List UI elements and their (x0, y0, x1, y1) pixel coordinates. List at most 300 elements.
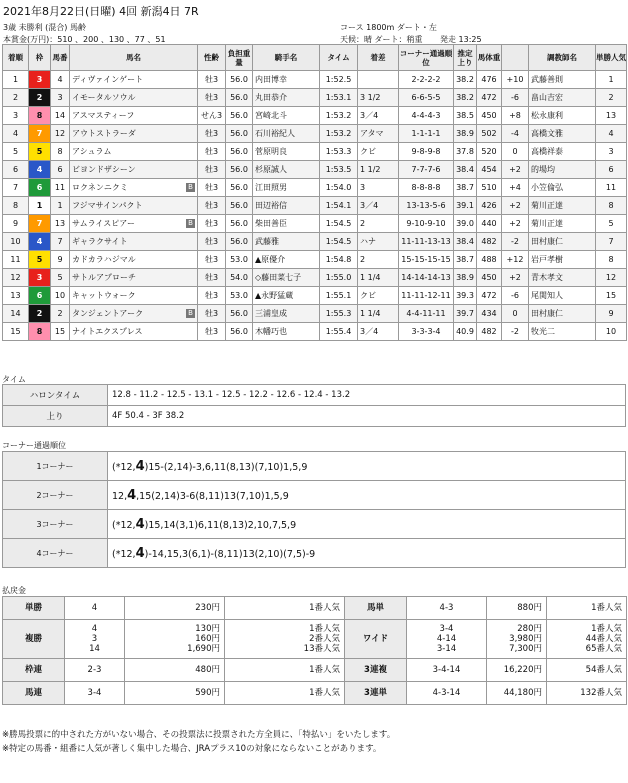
cell-pos: 5 (3, 143, 29, 161)
cell-margin: 1 1/4 (358, 305, 399, 323)
payout-p1 (225, 659, 345, 682)
cell-margin: 2 (358, 215, 399, 233)
results-table (2, 44, 627, 341)
payout-line: 54番人気 (585, 665, 622, 675)
corner-order-highlight: 4 (135, 545, 145, 561)
column-header: 馬体重 (477, 45, 502, 71)
table-row (3, 161, 627, 179)
cell-name[interactable] (70, 305, 198, 323)
cell-sex: 牡3 (198, 305, 226, 323)
cell-up: 39.1 (454, 197, 477, 215)
column-header: 単勝人気 (596, 45, 627, 71)
blinker-badge: B (186, 309, 195, 318)
cell-sex: 牡3 (198, 323, 226, 341)
payout-p2 (547, 659, 627, 682)
payout-y2 (487, 597, 547, 620)
payout-p2 (547, 597, 627, 620)
cell-waku: 5 (29, 143, 51, 161)
cell-sex: 牡3 (198, 161, 226, 179)
cell-up: 39.7 (454, 305, 477, 323)
cell-num: 13 (51, 215, 70, 233)
cell-time: 1:54.1 (320, 197, 358, 215)
column-header: コーナー通過順位 (399, 45, 454, 71)
payout-line: 160円 (195, 634, 220, 644)
cell-time: 1:55.3 (320, 305, 358, 323)
time-section-title: タイム (2, 375, 26, 384)
cell-name[interactable] (70, 125, 198, 143)
payout-row (3, 597, 627, 620)
cell-up: 38.9 (454, 269, 477, 287)
cell-margin: 3／4 (358, 197, 399, 215)
cell-name[interactable] (70, 107, 198, 125)
last-label: 上り (3, 406, 108, 427)
cell-time: 1:55.1 (320, 287, 358, 305)
payout-line: 4 (91, 624, 98, 634)
corner-order-pre: (*12, (112, 519, 136, 531)
note-2: ※特定の馬番・組番に人気が著しく集中した場合、JRAプラス10の対象にならないことがあります。 (2, 744, 382, 754)
cell-num: 2 (51, 305, 70, 323)
cell-sex: 牡3 (198, 89, 226, 107)
column-header: 着順 (3, 45, 29, 71)
corner-order-highlight: 4 (127, 487, 137, 503)
cell-jockey: 田辺裕信 (253, 197, 320, 215)
table-row (3, 305, 627, 323)
cell-pop: 4 (596, 125, 627, 143)
cell-trainer: 高橋文雅 (529, 125, 596, 143)
table-row (3, 125, 627, 143)
payout-y2 (487, 682, 547, 705)
cell-time: 1:53.3 (320, 143, 358, 161)
cell-pos: 8 (3, 197, 29, 215)
cell-jockey: ◇藤田菜七子 (253, 269, 320, 287)
payout-line: 4-3 (439, 603, 454, 613)
payout-p1 (225, 597, 345, 620)
cell-corner: 2-2-2-2 (399, 71, 454, 89)
course-info: コース 1800m ダート・左 (340, 23, 437, 32)
cell-time: 1:53.2 (320, 125, 358, 143)
payout-section-title: 払戻金 (2, 586, 26, 595)
cell-time: 1:54.8 (320, 251, 358, 269)
cell-num: 14 (51, 107, 70, 125)
cell-pop: 12 (596, 269, 627, 287)
cell-name[interactable] (70, 143, 198, 161)
cell-sex: せん3 (198, 107, 226, 125)
payout-n1 (65, 620, 125, 659)
payout-n2 (407, 682, 487, 705)
horse-name[interactable]: アウトストラーダ (72, 129, 136, 138)
cell-trainer: 松永康利 (529, 107, 596, 125)
cell-margin: 3／4 (358, 107, 399, 125)
payout-line: 65番人気 (585, 644, 622, 654)
cell-num: 15 (51, 323, 70, 341)
payout-y2 (487, 659, 547, 682)
table-row (3, 71, 627, 89)
cell-pos: 15 (3, 323, 29, 341)
cell-waku: 8 (29, 107, 51, 125)
cell-num: 9 (51, 251, 70, 269)
horse-name[interactable]: ディヴァインゲート (72, 75, 144, 84)
cell-margin: 1 1/2 (358, 161, 399, 179)
race-title: 2021年8月22日(日曜) 4回 新潟4日 7R (3, 5, 199, 18)
cell-diff: +8 (502, 107, 529, 125)
cell-sex: 牡3 (198, 143, 226, 161)
cell-jockey: 杉原誠人 (253, 161, 320, 179)
payout-line: 1番人気 (309, 665, 340, 675)
cell-name[interactable] (70, 215, 198, 233)
cell-waku: 6 (29, 179, 51, 197)
race-class: 3歳 未勝利 (混合) 馬齢 (3, 23, 86, 32)
cell-margin: クビ (358, 287, 399, 305)
payout-line: 590円 (195, 688, 220, 698)
horse-name[interactable]: タンジェントアーク (72, 309, 144, 318)
cell-up: 38.2 (454, 71, 477, 89)
horse-name[interactable]: アスマスティーフ (72, 111, 135, 120)
cell-corner: 9-8-9-8 (399, 143, 454, 161)
horse-name[interactable]: アシュラム (72, 147, 112, 156)
cell-trainer: 的場均 (529, 161, 596, 179)
cell-name[interactable] (70, 197, 198, 215)
cell-name[interactable] (70, 251, 198, 269)
cell-jockey: 江田照男 (253, 179, 320, 197)
payout-line: 1番人気 (591, 624, 622, 634)
payout-line: 280円 (517, 624, 542, 634)
corner-label: 1コーナー (3, 452, 108, 481)
cell-time: 1:54.5 (320, 215, 358, 233)
cell-waku: 2 (29, 89, 51, 107)
corner-order (108, 452, 626, 481)
cell-sex: 牡3 (198, 179, 226, 197)
cell-pop: 1 (596, 71, 627, 89)
cell-wt: 54.0 (226, 269, 253, 287)
cell-waku: 7 (29, 125, 51, 143)
cell-bw: 482 (477, 323, 502, 341)
cell-jockey: 三浦皇成 (253, 305, 320, 323)
cell-diff: 0 (502, 305, 529, 323)
column-header (502, 45, 529, 71)
cell-pop: 15 (596, 287, 627, 305)
cell-margin: 2 (358, 251, 399, 269)
payout-n2 (407, 659, 487, 682)
cell-corner: 3-3-3-4 (399, 323, 454, 341)
cell-bw: 450 (477, 107, 502, 125)
payout-y1 (125, 620, 225, 659)
payout-line: 230円 (195, 603, 220, 613)
cell-pos: 3 (3, 107, 29, 125)
payout-l2: 馬単 (345, 597, 407, 620)
payout-n1 (65, 597, 125, 620)
payout-n2 (407, 620, 487, 659)
cell-diff: -6 (502, 89, 529, 107)
cell-bw: 454 (477, 161, 502, 179)
corner-label: 2コーナー (3, 481, 108, 510)
cell-trainer: 高橋祥泰 (529, 143, 596, 161)
table-row (3, 107, 627, 125)
post-time: 発走 13:25 (440, 35, 482, 44)
cell-bw: 426 (477, 197, 502, 215)
horse-name[interactable]: カドカラハジマル (72, 255, 136, 264)
cell-up: 38.5 (454, 107, 477, 125)
cell-wt: 53.0 (226, 251, 253, 269)
cell-pos: 10 (3, 233, 29, 251)
cell-pop: 10 (596, 323, 627, 341)
cell-corner: 13-13-5-6 (399, 197, 454, 215)
cell-diff: -4 (502, 125, 529, 143)
payout-p2 (547, 682, 627, 705)
payout-line: 3-4 (439, 624, 454, 634)
cell-sex: 牡3 (198, 269, 226, 287)
cell-waku: 5 (29, 251, 51, 269)
cell-wt: 56.0 (226, 107, 253, 125)
cell-name[interactable] (70, 287, 198, 305)
payout-line: 1番人気 (309, 603, 340, 613)
blinker-badge: B (186, 219, 195, 228)
cell-num: 12 (51, 125, 70, 143)
payout-y1 (125, 597, 225, 620)
cell-pop: 2 (596, 89, 627, 107)
cell-wt: 53.0 (226, 287, 253, 305)
payout-line: 13番人気 (303, 644, 340, 654)
payout-line: 3-14 (436, 644, 457, 654)
cell-waku: 3 (29, 269, 51, 287)
corner-order-highlight: 4 (135, 458, 145, 474)
cell-margin: 3／4 (358, 323, 399, 341)
cell-waku: 2 (29, 305, 51, 323)
cell-num: 4 (51, 71, 70, 89)
cell-margin: 3 (358, 179, 399, 197)
cell-trainer: 青木孝文 (529, 269, 596, 287)
table-row (3, 143, 627, 161)
horse-name[interactable]: フジマサインパクト (72, 201, 143, 210)
payout-line: 1,690円 (187, 644, 220, 654)
cell-time: 1:55.0 (320, 269, 358, 287)
cell-corner: 15-15-15-15 (399, 251, 454, 269)
payout-l1: 馬連 (3, 682, 65, 705)
cell-waku: 1 (29, 197, 51, 215)
corner-order-post: )15-(2,14)-3,6,11(8,13)(7,10)1,5,9 (144, 461, 308, 473)
cell-name[interactable] (70, 179, 198, 197)
payout-y1 (125, 682, 225, 705)
cell-wt: 56.0 (226, 161, 253, 179)
corner-table (2, 451, 626, 568)
cell-pop: 8 (596, 197, 627, 215)
cell-diff: +2 (502, 161, 529, 179)
cell-up: 40.9 (454, 323, 477, 341)
corner-order-post: ,15(2,14)3-6(8,11)13(7,10)1,5,9 (136, 490, 289, 502)
cell-time: 1:53.2 (320, 107, 358, 125)
cell-waku: 7 (29, 215, 51, 233)
payout-table (2, 596, 627, 705)
horse-name[interactable]: イモータルソウル (72, 93, 136, 102)
corner-order-pre: (*12, (112, 548, 136, 560)
cell-pop: 7 (596, 233, 627, 251)
horse-name[interactable]: サムライスピアー (72, 219, 136, 228)
cell-jockey: ▲原優介 (253, 251, 320, 269)
payout-p2 (547, 620, 627, 659)
payout-row (3, 682, 627, 705)
prize-money: 本賞金(万円)：510 、200 、130 、77 、51 (3, 35, 166, 44)
cell-wt: 56.0 (226, 179, 253, 197)
cell-pop: 5 (596, 215, 627, 233)
cell-pop: 11 (596, 179, 627, 197)
table-row (3, 323, 627, 341)
corner-order (108, 481, 626, 510)
cell-pop: 3 (596, 143, 627, 161)
cell-sex: 牡3 (198, 215, 226, 233)
table-row (3, 215, 627, 233)
cell-jockey: 武藤雅 (253, 233, 320, 251)
cell-diff: +10 (502, 71, 529, 89)
cell-margin (358, 71, 399, 89)
horse-name[interactable]: ロクネンニクミ (72, 183, 128, 192)
cell-jockey: 木幡巧也 (253, 323, 320, 341)
cell-trainer: 菊川正達 (529, 197, 596, 215)
cell-wt: 56.0 (226, 233, 253, 251)
corner-order-pre: 12, (112, 490, 128, 502)
cell-bw: 476 (477, 71, 502, 89)
cell-time: 1:55.4 (320, 323, 358, 341)
cell-name[interactable] (70, 161, 198, 179)
furlong-times: 12.8 - 11.2 - 12.5 - 13.1 - 12.5 - 12.2 - 12.6 - 12.4 - 13.2 (108, 385, 626, 406)
payout-line: 4-3-14 (432, 688, 461, 698)
cell-time: 1:53.1 (320, 89, 358, 107)
cell-num: 3 (51, 89, 70, 107)
cell-bw: 472 (477, 287, 502, 305)
column-header: 調教師名 (529, 45, 596, 71)
track-condition: 天候：晴 ダート：稍重 (340, 35, 423, 44)
payout-p1 (225, 682, 345, 705)
cell-time: 1:52.5 (320, 71, 358, 89)
cell-bw: 520 (477, 143, 502, 161)
cell-name[interactable] (70, 89, 198, 107)
payout-l2: 3連単 (345, 682, 407, 705)
table-row (3, 89, 627, 107)
corner-row (3, 510, 626, 539)
corner-row (3, 481, 626, 510)
horse-name[interactable]: ビヨンドザシーン (72, 165, 136, 174)
cell-wt: 56.0 (226, 323, 253, 341)
horse-name[interactable]: ギャラクサイト (72, 237, 128, 246)
table-row (3, 179, 627, 197)
payout-line: 880円 (517, 603, 542, 613)
payout-line: 132番人気 (580, 688, 622, 698)
cell-jockey: 菅原明良 (253, 143, 320, 161)
cell-pop: 6 (596, 161, 627, 179)
corner-section-title: コーナー通過順位 (2, 441, 66, 450)
cell-bw: 440 (477, 215, 502, 233)
cell-pos: 2 (3, 89, 29, 107)
cell-name[interactable] (70, 269, 198, 287)
payout-y1 (125, 659, 225, 682)
payout-line: 44,180円 (503, 688, 542, 698)
note-1: ※勝馬投票に的中された方がいない場合、その投票法に投票された方全員に、「特払い」をいたします。 (2, 730, 396, 740)
payout-n2 (407, 597, 487, 620)
cell-name[interactable] (70, 323, 198, 341)
cell-corner: 1-1-1-1 (399, 125, 454, 143)
cell-wt: 56.0 (226, 215, 253, 233)
corner-label: 4コーナー (3, 539, 108, 568)
corner-order-pre: (*12, (112, 461, 136, 473)
corner-order-highlight: 4 (135, 516, 145, 532)
cell-bw: 502 (477, 125, 502, 143)
column-header: 馬番 (51, 45, 70, 71)
cell-num: 6 (51, 161, 70, 179)
column-header: 性齢 (198, 45, 226, 71)
cell-up: 38.2 (454, 89, 477, 107)
cell-time: 1:54.5 (320, 233, 358, 251)
furlong-label: ハロンタイム (3, 385, 108, 406)
payout-line: 44番人気 (585, 634, 622, 644)
cell-margin: ハナ (358, 233, 399, 251)
cell-trainer: 武藤善則 (529, 71, 596, 89)
cell-margin: 3 1/2 (358, 89, 399, 107)
payout-l2: ワイド (345, 620, 407, 659)
cell-name[interactable] (70, 233, 198, 251)
cell-corner: 4-4-4-3 (399, 107, 454, 125)
cell-waku: 4 (29, 161, 51, 179)
cell-num: 7 (51, 233, 70, 251)
table-row (3, 287, 627, 305)
cell-bw: 450 (477, 269, 502, 287)
column-header: 騎手名 (253, 45, 320, 71)
payout-line: 3-4 (87, 688, 102, 698)
column-header: 着差 (358, 45, 399, 71)
cell-pop: 9 (596, 305, 627, 323)
cell-num: 10 (51, 287, 70, 305)
cell-time: 1:54.0 (320, 179, 358, 197)
cell-sex: 牡3 (198, 287, 226, 305)
cell-margin: アタマ (358, 125, 399, 143)
cell-corner: 9-10-9-10 (399, 215, 454, 233)
corner-row (3, 539, 626, 568)
table-row (3, 251, 627, 269)
cell-bw: 434 (477, 305, 502, 323)
cell-trainer: 田村康仁 (529, 305, 596, 323)
cell-corner: 7-7-7-6 (399, 161, 454, 179)
cell-wt: 56.0 (226, 305, 253, 323)
cell-corner: 11-11-12-11 (399, 287, 454, 305)
payout-line: 14 (89, 644, 100, 654)
payout-line: 4 (91, 603, 98, 613)
horse-name[interactable]: ナイトエクスプレス (72, 327, 143, 336)
table-row (3, 197, 627, 215)
horse-name[interactable]: キャットウォーク (72, 291, 136, 300)
payout-y2 (487, 620, 547, 659)
payout-l1: 単勝 (3, 597, 65, 620)
payout-row (3, 659, 627, 682)
cell-jockey: 柴田善臣 (253, 215, 320, 233)
payout-n1 (65, 682, 125, 705)
cell-pos: 6 (3, 161, 29, 179)
payout-line: 1番人気 (309, 688, 340, 698)
horse-name[interactable]: サトルアプローチ (72, 273, 136, 282)
payout-line: 3,980円 (509, 634, 542, 644)
payout-l1: 枠連 (3, 659, 65, 682)
cell-wt: 56.0 (226, 89, 253, 107)
cell-sex: 牡3 (198, 251, 226, 269)
cell-waku: 6 (29, 287, 51, 305)
cell-jockey: ▲永野猛蔵 (253, 287, 320, 305)
corner-order (108, 539, 626, 568)
cell-waku: 4 (29, 233, 51, 251)
cell-diff: 0 (502, 143, 529, 161)
cell-corner: 6-6-5-5 (399, 89, 454, 107)
payout-line: 130円 (195, 624, 220, 634)
cell-diff: -2 (502, 233, 529, 251)
cell-up: 38.7 (454, 179, 477, 197)
cell-sex: 牡3 (198, 125, 226, 143)
cell-diff: +4 (502, 179, 529, 197)
cell-name[interactable] (70, 71, 198, 89)
